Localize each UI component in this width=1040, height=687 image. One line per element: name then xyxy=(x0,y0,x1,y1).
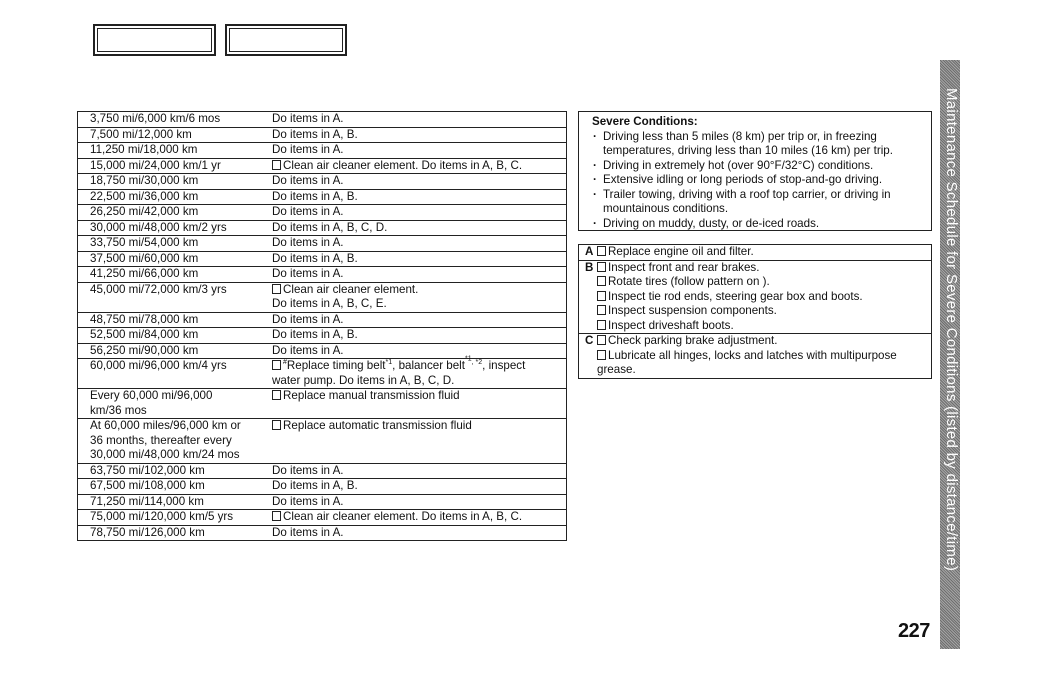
checkbox-icon xyxy=(597,320,606,330)
schedule-interval: 71,250 mi/114,000 km xyxy=(78,494,263,510)
schedule-row xyxy=(78,189,567,205)
schedule-action xyxy=(262,220,567,236)
checkbox-icon xyxy=(272,420,281,430)
schedule-interval: 60,000 mi/96,000 km/4 yrs xyxy=(78,359,263,389)
schedule-row xyxy=(78,112,567,128)
action-text: Do items in A, B. xyxy=(272,328,358,341)
action-text: Do items in A. xyxy=(272,174,344,187)
schedule-interval: 78,750 mi/126,000 km xyxy=(78,525,263,541)
schedule-action xyxy=(262,312,567,328)
action-text: Do items in A. xyxy=(272,205,344,218)
schedule-row xyxy=(78,143,567,159)
action-text: Do items in A, B. xyxy=(272,127,358,141)
schedule-action xyxy=(262,236,567,252)
schedule-row xyxy=(78,220,567,236)
severe-condition-item: · Trailer towing, driving with a roof top carrier, or driving in mountainous conditions. xyxy=(592,188,925,217)
legend-item: Lubricate all hinges, locks and latches with multipurpose grease. xyxy=(597,348,897,376)
schedule-action xyxy=(262,343,567,359)
schedule-interval: 63,750 mi/102,000 km xyxy=(78,463,263,479)
maintenance-items-legend xyxy=(578,244,932,379)
checkbox-icon xyxy=(272,360,281,370)
schedule-interval: 15,000 mi/24,000 km/1 yr xyxy=(78,158,263,174)
action-text: Do items in A. xyxy=(272,525,344,539)
legend-items xyxy=(597,334,932,379)
schedule-interval: 22,500 mi/36,000 km xyxy=(78,189,263,205)
legend-item: Replace engine oil and filter. xyxy=(597,245,931,260)
checkbox-icon xyxy=(597,276,606,286)
schedule-row xyxy=(78,236,567,252)
action-text: Clean air cleaner element. Do items in A, B, C. xyxy=(283,158,523,172)
severe-condition-item: · Extensive idling or long periods of stop-and-go driving. xyxy=(592,173,925,188)
schedule-action xyxy=(262,494,567,510)
page-number: 227 xyxy=(898,620,930,642)
legend-items xyxy=(597,245,932,261)
checkbox-icon xyxy=(272,284,281,294)
schedule-action xyxy=(262,251,567,267)
action-text: Clean air cleaner element. Do items in A, B, C. xyxy=(283,510,523,523)
action-text: Do items in A. xyxy=(272,463,344,477)
severe-conditions-list xyxy=(592,130,925,232)
schedule-interval: 37,500 mi/60,000 km xyxy=(78,251,263,267)
schedule-row xyxy=(78,158,567,174)
schedule-action xyxy=(262,479,567,495)
schedule-interval: 11,250 mi/18,000 km xyxy=(78,143,263,159)
legend-group-a xyxy=(579,245,932,261)
schedule-row xyxy=(78,419,567,464)
action-text: Do items in A. xyxy=(272,143,344,156)
severe-conditions-box xyxy=(578,111,932,231)
schedule-interval: Every 60,000 mi/96,000 km/36 mos xyxy=(78,389,263,419)
schedule-action xyxy=(262,174,567,190)
action-text: Replace automatic transmission fluid xyxy=(283,419,472,432)
action-text: #Replace timing belt$^{*1}$, balancer belt$^{^{*1}, *2}$, inspect xyxy=(283,355,526,372)
header-tab-box-1 xyxy=(93,24,216,56)
action-text: Do items in A, B, C, D. xyxy=(272,220,388,234)
schedule-interval: 30,000 mi/48,000 km/2 yrs xyxy=(78,220,263,236)
action-text: Do items in A, B. xyxy=(272,251,358,265)
schedule-interval: 26,250 mi/42,000 km xyxy=(78,205,263,221)
legend-item: Inspect tie rod ends, steering gear box and boots. xyxy=(597,290,931,305)
schedule-action xyxy=(262,205,567,221)
checkbox-icon xyxy=(597,262,606,272)
checkbox-icon xyxy=(597,291,606,301)
action-text: Do items in A. xyxy=(272,267,344,280)
schedule-interval: At 60,000 miles/96,000 km or 36 months, thereafter every 30,000 mi/48,000 km/24 mos xyxy=(78,419,263,464)
legend-key: C xyxy=(579,334,598,379)
legend-item: Inspect front and rear brakes. xyxy=(597,261,931,276)
legend-group-c xyxy=(579,334,932,379)
schedule-row xyxy=(78,389,567,419)
action-text: Do items in A. xyxy=(272,112,344,125)
schedule-action xyxy=(262,525,567,541)
action-text: Clean air cleaner element. xyxy=(283,282,419,296)
schedule-action xyxy=(262,189,567,205)
checkbox-icon xyxy=(272,390,281,400)
schedule-action xyxy=(262,419,567,464)
legend-group-b xyxy=(579,260,932,334)
schedule-row xyxy=(78,359,567,389)
checkbox-icon xyxy=(272,160,281,170)
severe-condition-item: · Driving in extremely hot (over 90°F/32°C) conditions. xyxy=(592,159,925,174)
action-text: Do items in A. xyxy=(272,343,344,357)
checkbox-icon xyxy=(597,335,606,345)
schedule-row xyxy=(78,312,567,328)
checkbox-icon xyxy=(597,246,606,256)
schedule-interval: 41,250 mi/66,000 km xyxy=(78,267,263,283)
schedule-row xyxy=(78,463,567,479)
schedule-interval: 75,000 mi/120,000 km/5 yrs xyxy=(78,510,263,526)
schedule-interval: 18,750 mi/30,000 km xyxy=(78,174,263,190)
schedule-interval: 7,500 mi/12,000 km xyxy=(78,127,263,143)
schedule-row xyxy=(78,510,567,526)
legend-item: Inspect suspension components. xyxy=(597,304,931,319)
legend-key: A xyxy=(579,245,598,261)
schedule-row xyxy=(78,251,567,267)
schedule-row xyxy=(78,525,567,541)
maintenance-schedule-table xyxy=(77,111,567,541)
header-tab-box-2 xyxy=(225,24,347,56)
schedule-interval: 52,500 mi/84,000 km xyxy=(78,328,263,344)
schedule-interval: 56,250 mi/90,000 km xyxy=(78,343,263,359)
severe-condition-item: · Driving less than 5 miles (8 km) per trip or, in freezing temperatures, driving less than 10 miles (16 km) per trip. xyxy=(592,130,925,159)
schedule-action xyxy=(262,328,567,344)
schedule-action xyxy=(262,510,567,526)
schedule-action xyxy=(262,143,567,159)
side-tab-strip xyxy=(940,60,960,649)
schedule-action xyxy=(262,463,567,479)
legend-item: Rotate tires (follow pattern on ). xyxy=(597,275,931,290)
severe-conditions-title: Severe Conditions: xyxy=(592,115,698,128)
schedule-row xyxy=(78,267,567,283)
action-text: Do items in A, B. xyxy=(272,189,358,203)
schedule-action xyxy=(262,127,567,143)
action-text: Do items in A. xyxy=(272,236,344,249)
checkbox-icon xyxy=(597,305,606,315)
schedule-row xyxy=(78,282,567,312)
schedule-row xyxy=(78,343,567,359)
schedule-action xyxy=(262,158,567,174)
schedule-action xyxy=(262,267,567,283)
severe-condition-item: · Driving on muddy, dusty, or de-iced roads. xyxy=(592,217,925,232)
schedule-interval: 33,750 mi/54,000 km xyxy=(78,236,263,252)
schedule-action: #Replace timing belt$^{*1}$, balancer belt$^{^{*1}, *2}$, inspect water pump. Do items in A, B, C, D. xyxy=(262,359,567,389)
schedule-action: Clean air cleaner element. Do items in A, B, C, E. xyxy=(262,282,567,312)
schedule-row xyxy=(78,494,567,510)
action-text: Do items in A, B. xyxy=(272,479,358,492)
checkbox-icon xyxy=(272,511,281,521)
legend-items xyxy=(597,260,932,334)
action-text: Do items in A. xyxy=(272,494,344,508)
action-text: Replace manual transmission fluid xyxy=(283,389,460,402)
schedule-interval: 45,000 mi/72,000 km/3 yrs xyxy=(78,282,263,312)
schedule-row xyxy=(78,328,567,344)
schedule-row xyxy=(78,479,567,495)
schedule-row xyxy=(78,127,567,143)
checkbox-icon xyxy=(597,350,606,360)
schedule-interval: 67,500 mi/108,000 km xyxy=(78,479,263,495)
schedule-row xyxy=(78,174,567,190)
schedule-interval: 3,750 mi/6,000 km/6 mos xyxy=(78,112,263,128)
side-tab-label: Maintenance Schedule for Severe Conditions (listed by distance/time) xyxy=(943,88,960,572)
schedule-action xyxy=(262,112,567,128)
schedule-interval: 48,750 mi/78,000 km xyxy=(78,312,263,328)
schedule-row xyxy=(78,205,567,221)
legend-key: B xyxy=(579,260,598,334)
legend-item: Inspect driveshaft boots. xyxy=(597,319,931,334)
legend-item: Check parking brake adjustment. xyxy=(597,334,931,349)
schedule-action xyxy=(262,389,567,419)
action-text: Do items in A. xyxy=(272,312,344,326)
